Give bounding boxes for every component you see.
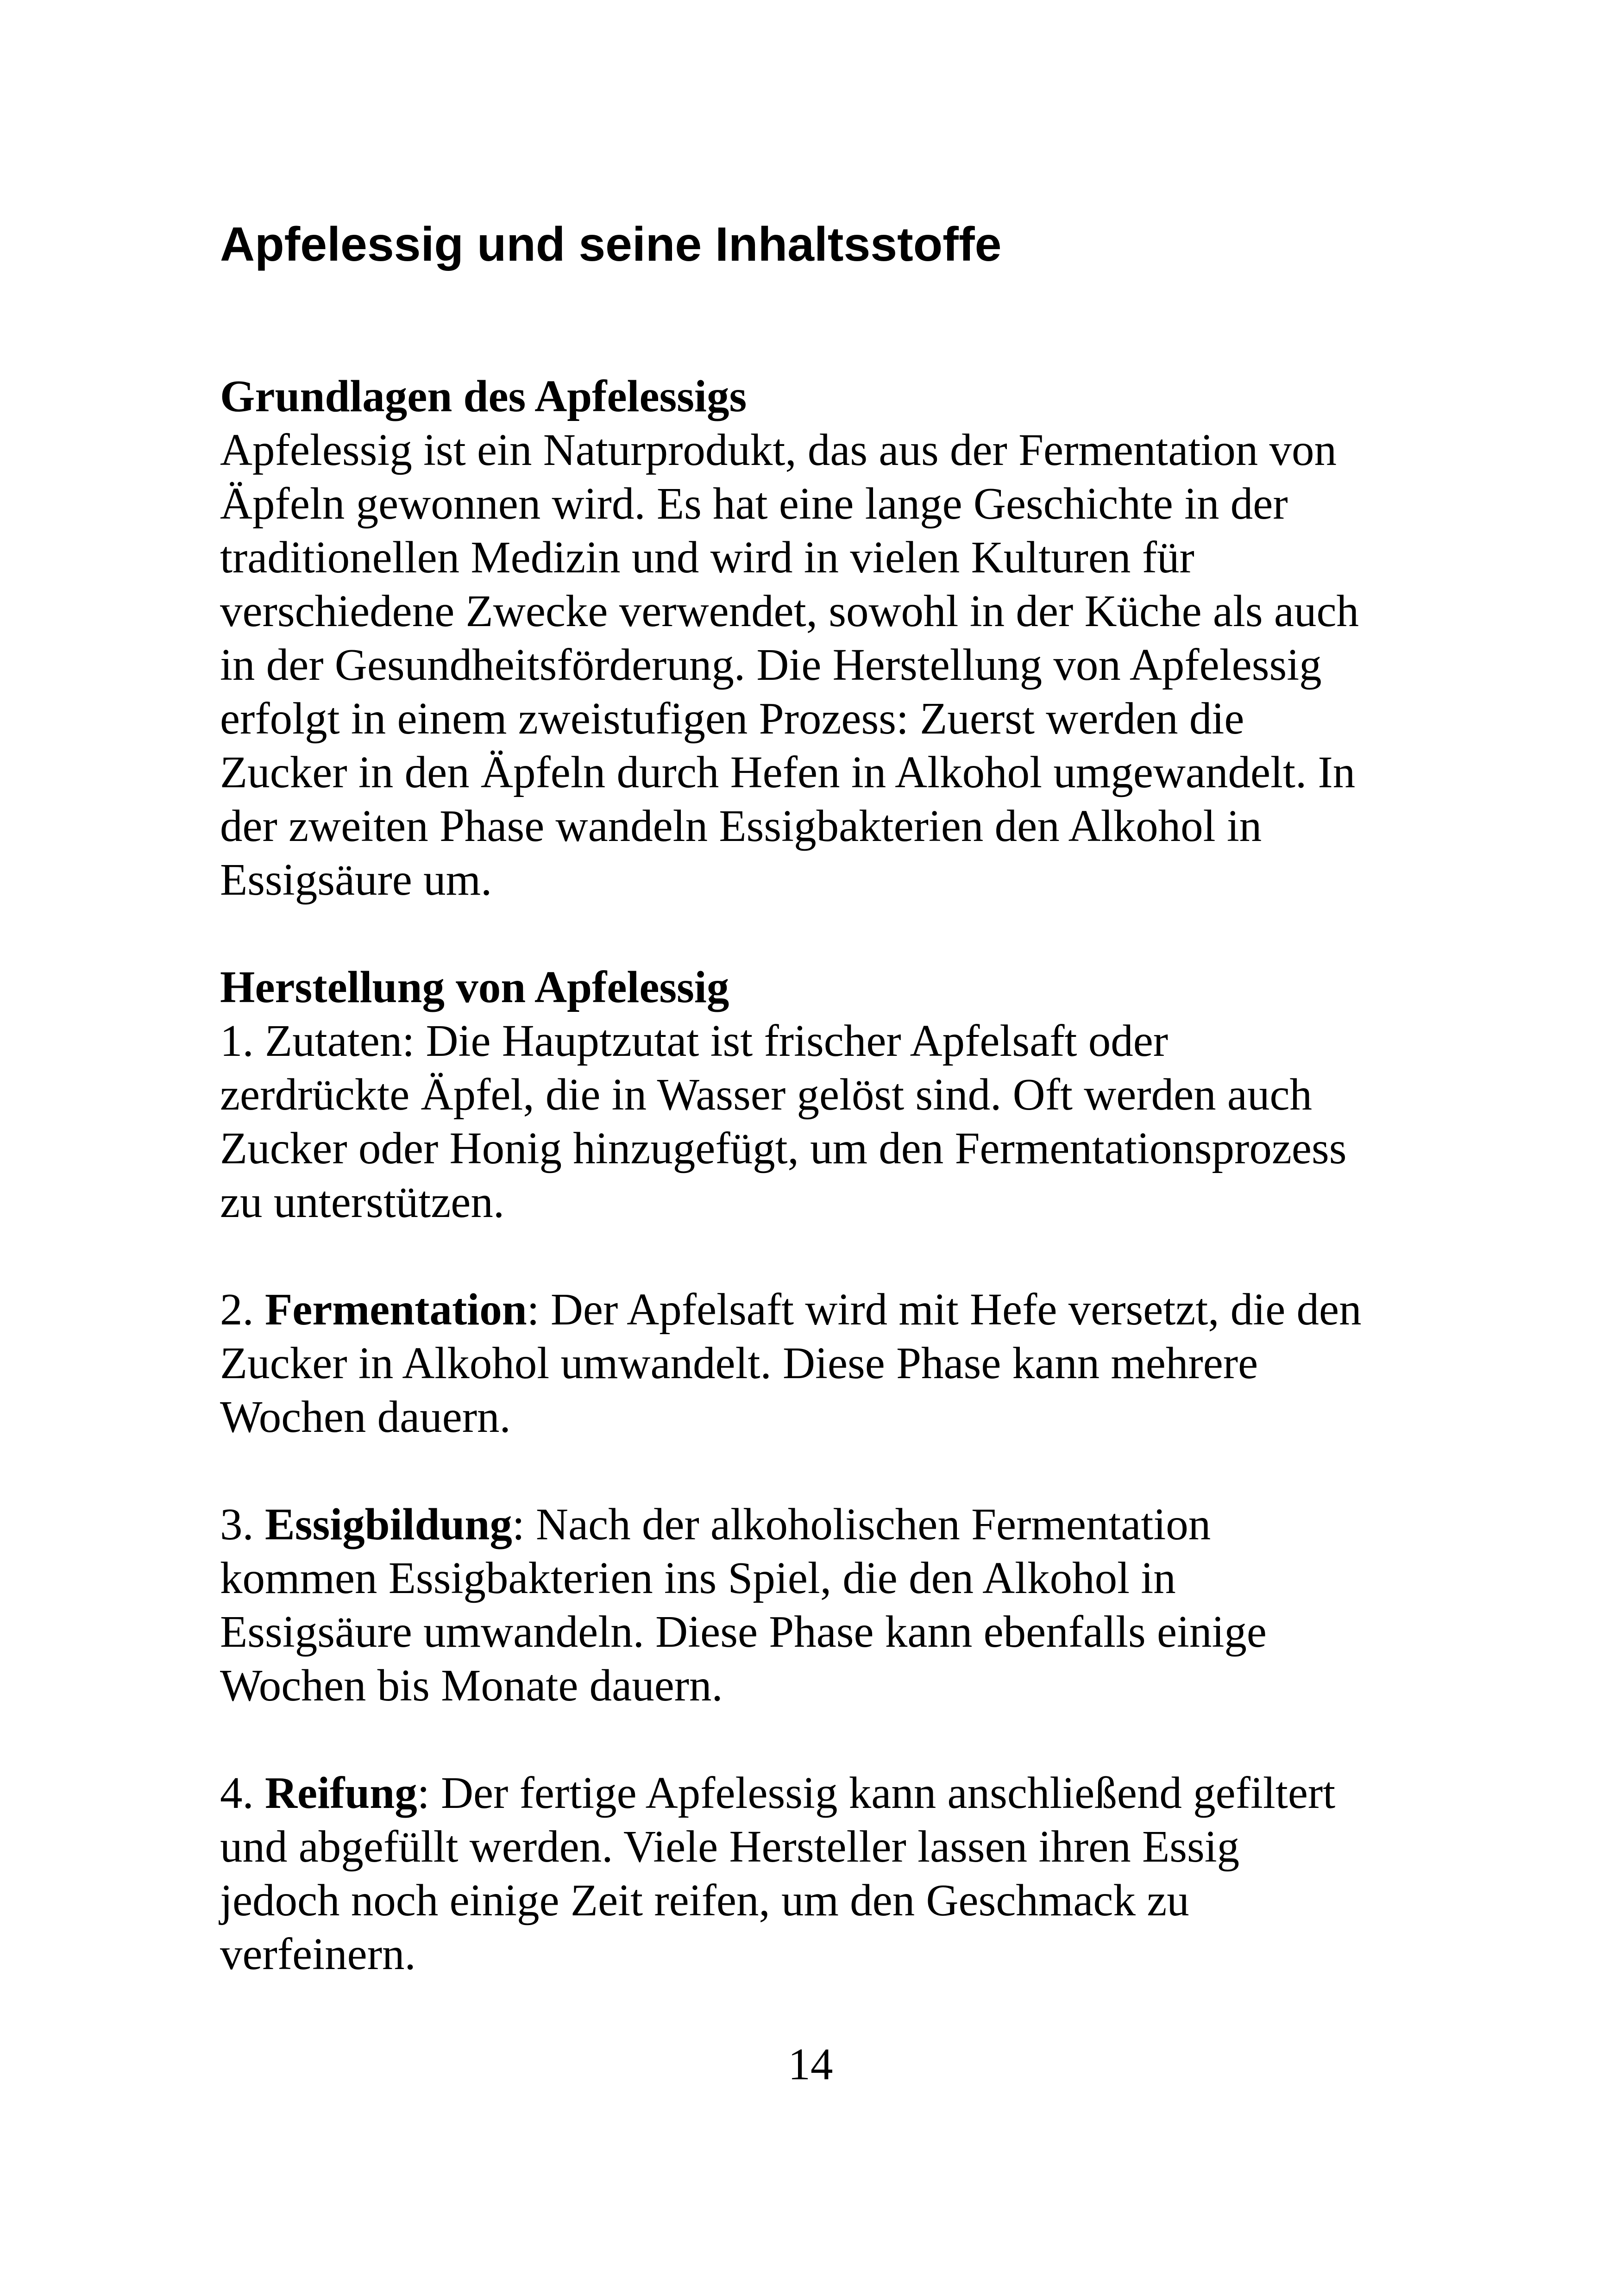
step-zutaten — [220, 1014, 1424, 1229]
step-essigbildung — [220, 1498, 1424, 1713]
step-text: : Nach der alkoholischen Fermentation — [512, 1499, 1211, 1549]
step-term: Fermentation — [265, 1285, 527, 1334]
text-line: jedoch noch einige Zeit reifen, um den Geschmack zu — [220, 1876, 1189, 1925]
text-line: Wochen bis Monate dauern. — [220, 1661, 723, 1710]
text-line: zerdrückte Äpfel, die in Wasser gelöst sind. Oft werden auch — [220, 1070, 1313, 1119]
text-line — [220, 1498, 1424, 1551]
text-line: Zucker oder Honig hinzugefügt, um den Fermentationsprozess — [220, 1123, 1347, 1173]
text-line: Wochen dauern. — [220, 1392, 511, 1442]
text-line: und abgefüllt werden. Viele Hersteller lassen ihren Essig — [220, 1822, 1240, 1871]
step-text: : Der fertige Apfelessig kann anschließend gefiltert — [417, 1768, 1336, 1818]
section-grundlagen — [220, 370, 1424, 907]
text-line: Zucker in Alkohol umwandelt. Diese Phase kann mehrere — [220, 1338, 1258, 1388]
text-line: erfolgt in einem zweistufigen Prozess: Zuerst werden die — [220, 694, 1244, 743]
step-number: 3. — [220, 1499, 265, 1549]
step-text: : Der Apfelsaft wird mit Hefe versetzt, die den — [527, 1285, 1362, 1334]
text-line — [220, 1766, 1424, 1820]
text-line: zu unterstützen. — [220, 1177, 505, 1227]
section-heading-herstellung: Herstellung von Apfelessig — [220, 962, 729, 1012]
text-line: Essigsäure umwandeln. Diese Phase kann ebenfalls einige — [220, 1607, 1267, 1656]
section-herstellung — [220, 960, 1424, 1981]
page-title: Apfelessig und seine Inhaltsstoffe — [220, 218, 1002, 271]
page-content — [220, 217, 1424, 1981]
text-line: Zucker in den Äpfeln durch Hefen in Alkohol umgewandelt. In — [220, 747, 1356, 797]
text-line: traditionellen Medizin und wird in vielen Kulturen für — [220, 533, 1194, 582]
paragraph-grundlagen — [220, 423, 1424, 907]
section-heading-grundlagen: Grundlagen des Apfelessigs — [220, 371, 747, 421]
text-line: verfeinern. — [220, 1929, 416, 1979]
step-reifung — [220, 1766, 1424, 1981]
step-number: 4. — [220, 1768, 265, 1818]
step-number: 2. — [220, 1285, 265, 1334]
text-line — [220, 1283, 1424, 1336]
step-fermentation — [220, 1283, 1424, 1444]
step-term: Reifung — [265, 1768, 417, 1818]
text-line: verschiedene Zwecke verwendet, sowohl in der Küche als auch — [220, 586, 1359, 636]
text-line: Essigsäure um. — [220, 855, 492, 904]
step-term: Essigbildung — [265, 1499, 512, 1549]
text-line: Äpfeln gewonnen wird. Es hat eine lange Geschichte in der — [220, 479, 1288, 528]
text-line: in der Gesundheitsförderung. Die Herstellung von Apfelessig — [220, 640, 1322, 690]
text-line: Apfelessig ist ein Naturprodukt, das aus der Fermentation von — [220, 425, 1337, 475]
page-number: 14 — [788, 2039, 833, 2089]
text-line: 1. Zutaten: Die Hauptzutat ist frischer Apfelsaft oder — [220, 1016, 1169, 1066]
text-line: der zweiten Phase wandeln Essigbakterien den Alkohol in — [220, 801, 1262, 851]
text-line: kommen Essigbakterien ins Spiel, die den Alkohol in — [220, 1553, 1176, 1603]
